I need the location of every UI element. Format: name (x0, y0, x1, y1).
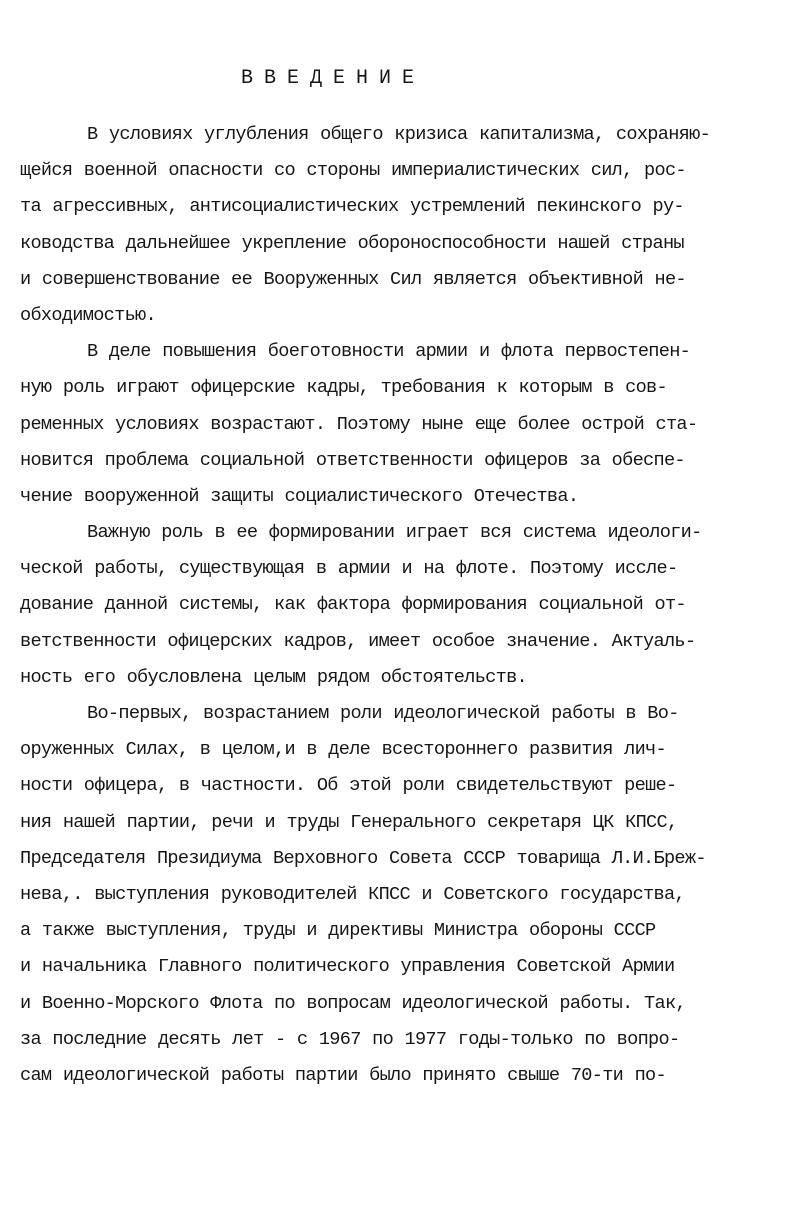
text-line: ность его обусловлена целым рядом обстоятельств. (20, 666, 527, 688)
text-line: ную роль играют офицерские кадры, требования к которым в сов- (20, 377, 667, 399)
text-line: дование данной системы, как фактора формирования социальной от- (20, 594, 686, 616)
text-line: оруженных Силах, в целом,и в деле всестороннего развития лич- (20, 739, 666, 761)
text-line: ветственности офицерских кадров, имеет особое значение. Актуаль- (20, 630, 696, 652)
text-line: ководства дальнейшее укрепление обороноспособности нашей страны (20, 232, 684, 254)
text-line: сам идеологической работы партии было принято свыше 70-ти по- (20, 1064, 666, 1086)
text-line: и совершенствование ее Вооруженных Сил является объективной не- (20, 268, 686, 290)
text-line: ческой работы, существующая в армии и на флоте. Поэтому иссле- (20, 558, 678, 580)
page-title: ВВЕДЕНИЕ (241, 67, 426, 90)
text-line: щейся военной опасности со стороны империалистических сил, рос- (20, 160, 686, 182)
text-line: а также выступления, труды и директивы Министра обороны СССР (20, 920, 656, 942)
text-line: та агрессивных, антисоциалистических устремлений пекинского ру- (20, 196, 684, 218)
text-line: новится проблема социальной ответственности офицеров за обеспе- (20, 449, 685, 471)
text-line: ременных условиях возрастают. Поэтому ныне еще более острой ста- (20, 413, 698, 435)
body-text (20, 122, 710, 1099)
text-line: за последние десять лет - с 1967 по 1977 годы-только по вопро- (20, 1028, 680, 1050)
text-line: Председателя Президиума Верховного Совета СССР товарища Л.И.Бреж- (20, 847, 706, 869)
text-line: Важную роль в ее формировании играет вся система идеологи- (87, 522, 702, 544)
text-line: и начальника Главного политического управления Советской Армии (20, 956, 675, 978)
text-line: В деле повышения боеготовности армии и флота первостепен- (87, 341, 691, 363)
text-line: ния нашей партии, речи и труды Генерального секретаря ЦК КПСС, (20, 811, 678, 833)
text-line: В условиях углубления общего кризиса капитализма, сохраняю- (87, 124, 711, 145)
text-line: обходимостью. (20, 304, 156, 326)
text-line: Во-первых, возрастанием роли идеологической работы в Во- (87, 703, 679, 724)
text-line: ности офицера, в частности. Об этой роли свидетельствуют реше- (20, 775, 677, 797)
text-line: чение вооруженной защиты социалистического Отечества. (20, 485, 579, 507)
text-line: и Военно-Морского Флота по вопросам идеологической работы. Так, (20, 992, 686, 1014)
text-line: нева,. выступления руководителей КПСС и Советского государства, (20, 883, 685, 905)
